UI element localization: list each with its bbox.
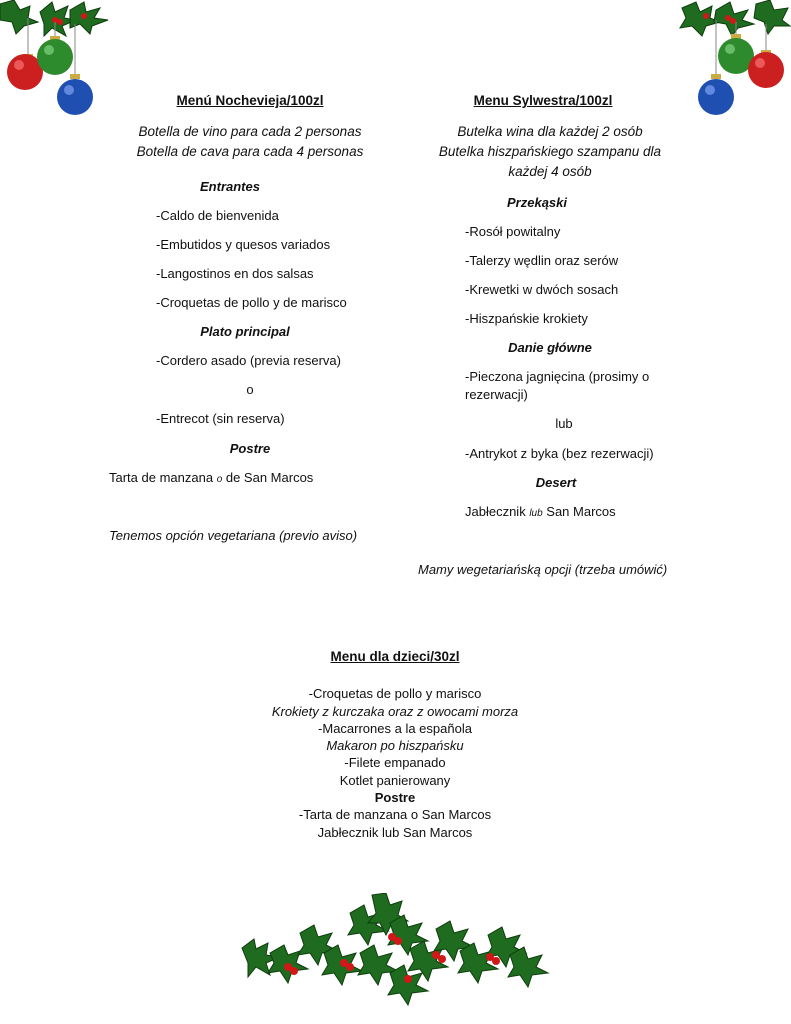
polish-menu-title: Menu Sylwestra/100zl [473,93,613,108]
christmas-ornaments-holly-icon [0,0,115,120]
christmas-ornaments-holly-icon [676,0,791,120]
spanish-drink-line: Botella de vino para cada 2 personas [138,124,362,139]
polish-main-item-cont: rezerwacji) [465,387,528,402]
spanish-dessert-part: de San Marcos [222,470,314,485]
polish-drink-line: każdej 4 osób [508,164,592,179]
kids-menu-line: Jabłecznik lub San Marcos [317,824,473,840]
polish-starter-item: -Rosół powitalny [465,224,561,239]
kids-menu-line: Krokiety z kurczaka oraz z owocami morza [271,703,519,719]
spanish-starters-heading: Entrantes [200,179,260,194]
spanish-vegetarian-note: Tenemos opción vegetariana (previo aviso) [109,528,358,543]
spanish-starter-item: -Embutidos y quesos variados [156,237,331,252]
polish-starter-item: -Hiszpańskie krokiety [465,311,588,326]
polish-dessert-part: Jabłecznik [465,504,530,519]
kids-menu [195,648,595,841]
spanish-starter-item: -Croquetas de pollo y de marisco [156,295,347,310]
spanish-main-heading: Plato principal [200,324,290,339]
polish-dessert-part: San Marcos [542,504,616,519]
polish-dessert-or: lub [529,508,543,519]
kids-menu-title: Menu dla dzieci/30zl [330,649,460,664]
spanish-main-or: o [246,382,254,397]
polish-starter-item: -Krewetki w dwóch sosach [465,282,619,297]
spanish-menu-title: Menú Nochevieja/100zl [176,93,324,108]
spanish-dessert-part: Tarta de manzana [109,470,217,485]
holly-garland-icon [240,893,552,1008]
polish-drink-line: Butelka wina dla każdej 2 osób [457,124,643,139]
kids-menu-line: -Tarta de manzana o San Marcos [298,807,492,823]
kids-dessert-heading: Postre [374,790,416,806]
spanish-dessert-heading: Postre [229,441,271,456]
polish-main-item: -Antrykot z byka (bez rezerwacji) [465,446,654,461]
polish-drink-line: Butelka hiszpańskiego szampanu dla [438,144,662,159]
polish-vegetarian-note: Mamy wegetariańską opcji (trzeba umówić) [418,562,668,577]
spanish-drink-line: Botella de cava para cada 4 personas [136,144,364,159]
spanish-dessert-item [109,470,313,485]
spanish-starter-item: -Caldo de bienvenida [156,208,279,223]
kids-menu-line: -Macarrones a la española [318,720,472,736]
polish-main-heading: Danie główne [508,340,592,355]
spanish-starter-item: -Langostinos en dos salsas [156,266,314,281]
polish-main-item: -Pieczona jagnięcina (prosimy o [465,369,650,384]
polish-main-or: lub [555,416,573,431]
polish-starters-heading: Przekąski [507,195,567,210]
polish-dessert-heading: Desert [535,475,577,490]
spanish-main-item: -Cordero asado (previa reserva) [156,353,341,368]
polish-dessert-item [465,504,616,519]
kids-menu-line: Kotlet panierowany [339,772,451,788]
kids-menu-line: Makaron po hiszpańsku [326,738,464,754]
kids-menu-line: -Croquetas de pollo y marisco [308,686,482,702]
polish-starter-item: -Talerzy wędlin oraz serów [465,253,619,268]
spanish-dessert-or: o [216,474,223,485]
kids-menu-line: -Filete empanado [344,755,446,771]
spanish-main-item: -Entrecot (sin reserva) [156,411,285,426]
